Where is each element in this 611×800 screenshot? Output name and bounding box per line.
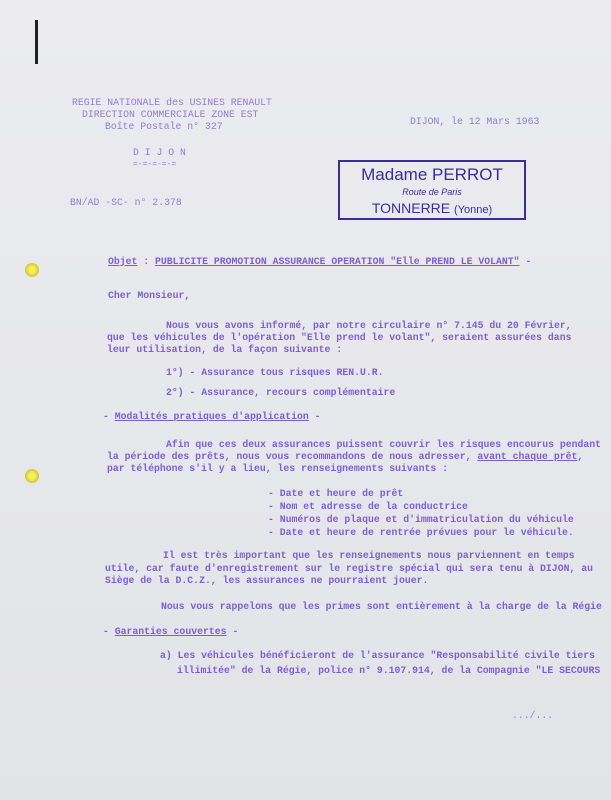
para1-line: leur utilisation, de la façon suivante : (107, 344, 343, 355)
recipient-region: (Yonne) (454, 204, 493, 216)
object-label: Objet (108, 256, 138, 267)
para3-line: utile, car faute d'enregistrement sur le registre spécial qui sera tenu à DIJON, au (105, 563, 593, 574)
list-item: 2°) - Assurance, recours complémentaire (166, 387, 396, 398)
recipient-name: Madame PERROT (361, 165, 503, 184)
para3-line: Siège de la D.C.Z., les assurances ne pourraient jouer. (105, 575, 429, 586)
binder-clip-mark (35, 20, 38, 64)
org-line-1: REGIE NATIONALE des USINES RENAULT (72, 97, 272, 108)
para4: Nous vous rappelons que les primes sont entièrement à la charge de la Régie (161, 601, 602, 612)
para2-line: par téléphone s'il y a lieu, les renseignements suivants : (107, 463, 448, 474)
para1-line: Nous vous avons informé, par notre circulaire n° 7.145 du 20 Février, (166, 320, 572, 331)
item-a-line: illimitée" de la Régie, police n° 9.107.914, de la Compagnie "LE SECOURS (177, 665, 601, 676)
bullet-item: - Nom et adresse de la conductrice (268, 501, 468, 512)
item-a-line: a) Les véhicules bénéficieront de l'assurance "Responsabilité civile tiers (160, 650, 596, 661)
bullet-item: - Date et heure de rentrée prévues pour le véhicule. (268, 527, 574, 538)
continued-marker: .../... (512, 710, 554, 721)
letter-date: DIJON, le 12 Mars 1963 (410, 116, 540, 127)
city: D I J O N (133, 147, 186, 158)
para2-text: la période des prêts, nous vous recommandons de nous adresser, (107, 451, 478, 462)
bullet-item: - Date et heure de prêt (268, 488, 404, 499)
recipient-stamp (338, 160, 526, 220)
recipient-town: TONNERRE (371, 200, 451, 216)
object-text: PUBLICITE PROMOTION ASSURANCE OPERATION "Elle PREND LE VOLANT" (155, 256, 520, 267)
org-line-2: DIRECTION COMMERCIALE ZONE EST (82, 109, 259, 120)
punch-hole (25, 263, 39, 277)
org-line-3: Boîte Postale n° 327 (105, 121, 223, 132)
bullet-item: - Numéros de plaque et d'immatriculation du véhicule (268, 514, 574, 525)
para3-line: Il est très important que les renseignements nous parviennent en temps (163, 550, 575, 561)
para2-emphasis: avant chaque prêt (477, 451, 578, 462)
object-line: Objet : PUBLICITE PROMOTION ASSURANCE OPERATION "Elle PREND LE VOLANT" - (108, 256, 532, 267)
section-heading-text: Modalités pratiques d'application (114, 411, 309, 422)
recipient-street: Route de Paris (402, 187, 462, 197)
list-item: 1°) - Assurance tous risques REN.U.R. (166, 367, 384, 378)
section-heading: - Modalités pratiques d'application - (103, 411, 321, 422)
para1-line: que les véhicules de l'opération "Elle prend le volant", seraient assurées dans (107, 332, 572, 343)
punch-hole (25, 469, 39, 483)
para2-line: la période des prêts, nous vous recommandons de nous adresser, avant chaque prêt, (107, 451, 584, 462)
section-heading-text: Garanties couvertes (114, 626, 227, 637)
recipient-town-line (340, 200, 524, 216)
reference-number: BN/AD -SC- n° 2.378 (70, 197, 182, 208)
city-underline: =-=-=-=-= (133, 160, 177, 169)
salutation: Cher Monsieur, (108, 290, 191, 301)
para2-line: Afin que ces deux assurances puissent couvrir les risques encourus pendant (166, 439, 602, 450)
section-heading: - Garanties couvertes - (103, 626, 239, 637)
